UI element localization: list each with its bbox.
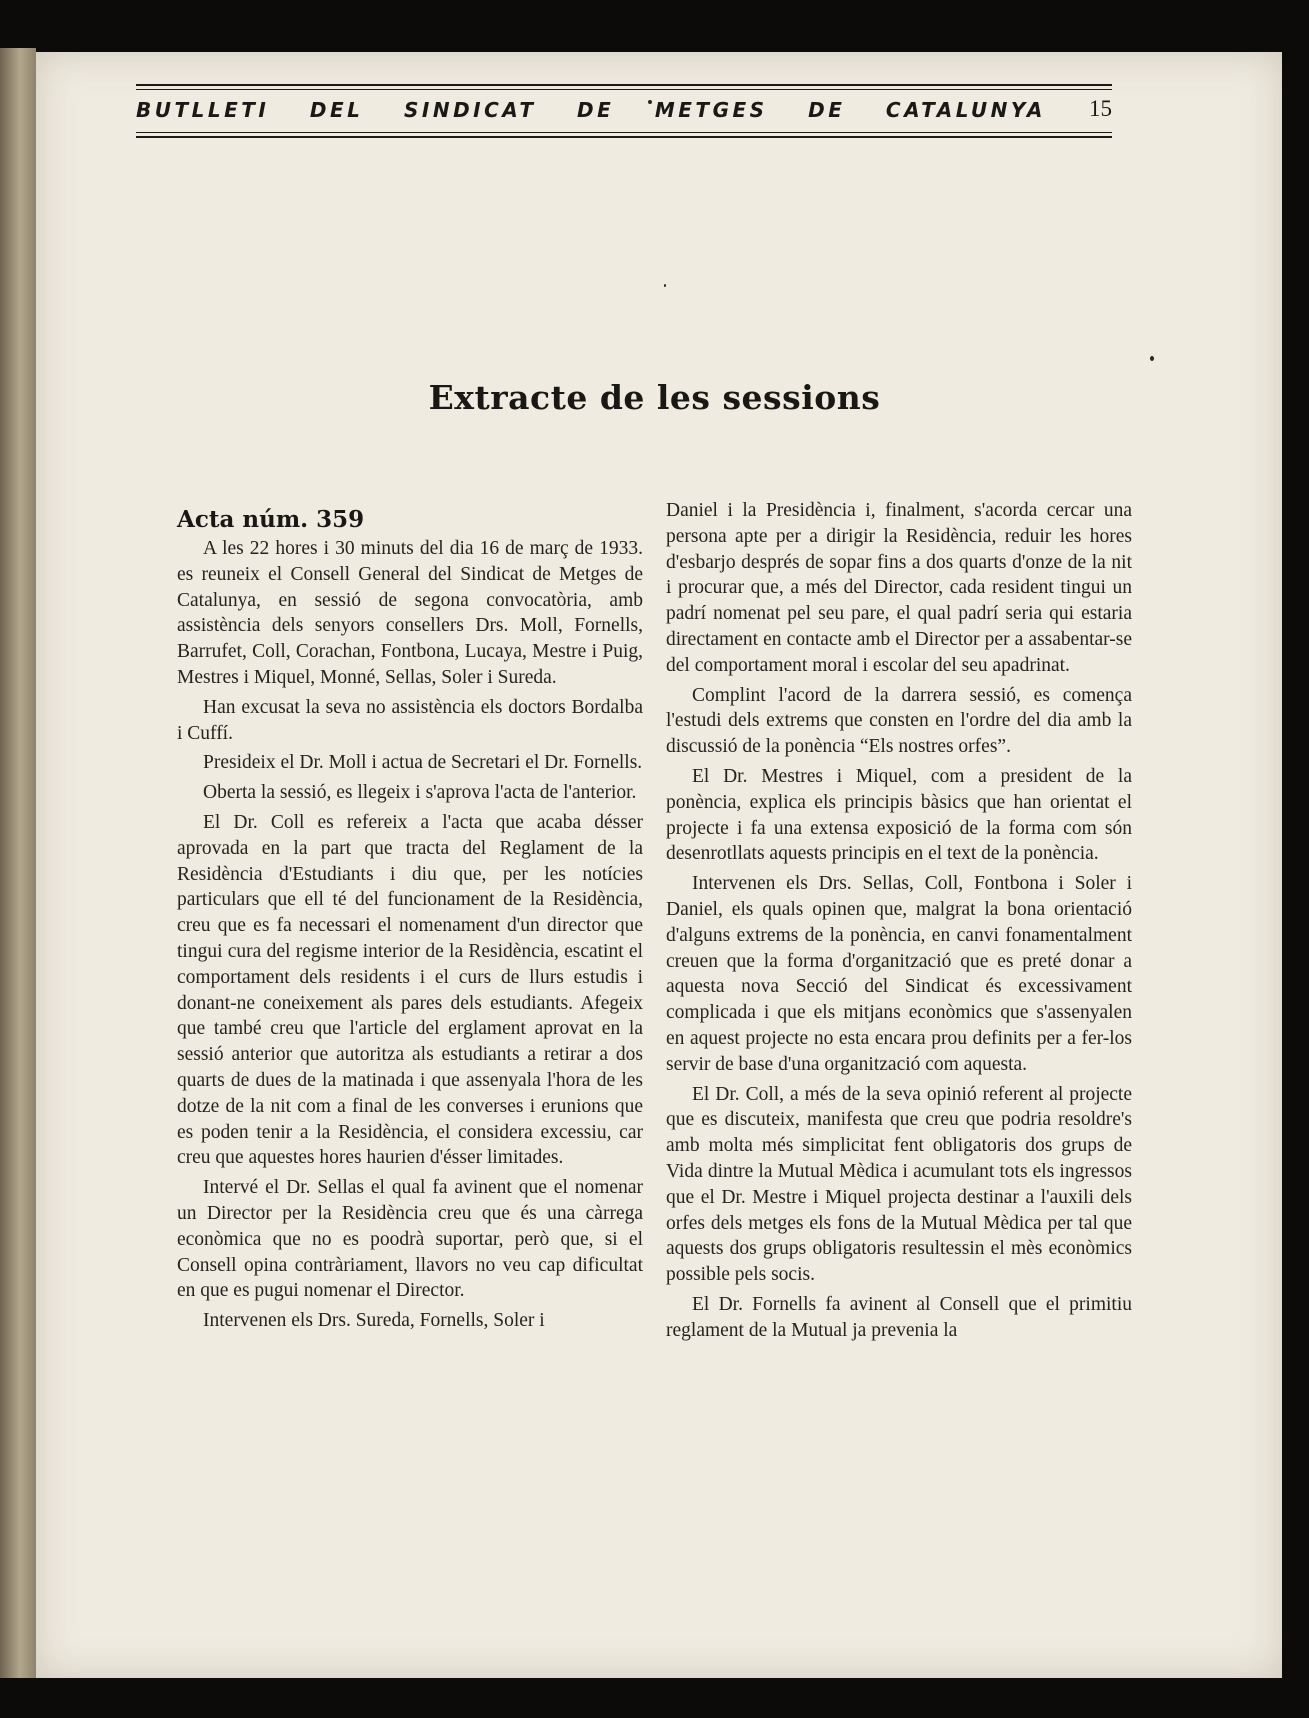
paragraph: Presideix el Dr. Moll i actua de Secretari el Dr. Fornells. [203,752,643,774]
journal-title-word: DE [808,98,846,122]
paragraph: El Dr. Fornells fa avinent al Consell que el primitiu reglament de la Mutual ja prevenia la [666,1293,1132,1341]
journal-title-word: METGES [654,98,768,122]
page-title: Extracte de les sessions [428,378,881,417]
page-number: 15 [1089,96,1112,121]
paragraph: Complint l'acord de la darrera sessió, es comença l'estudi dels extrems que consten en l'ordre del dia amb la discussió de la ponència “Els nostres orfes”. [666,684,1132,758]
paragraph: Han excusat la seva no assistència els doctors Bordalba i Cuffí. [177,696,643,744]
paragraph: Intervenen els Drs. Sellas, Coll, Fontbona i Soler i Daniel, els quals opinen que, malgrat la bona orientació d'alguns extrems de la ponència, en canvi fonamentalment creuen que la forma d'organització que es preté donar a aquesta nova Secció del Sindicat és excessivament complicada i que els mitjans econòmics que s'assenyalen en aquest projecte no esta encara prou definits per a fer-los servir de base d'una organització com aquesta. [666,873,1132,1075]
paragraph: El Dr. Mestres i Miquel, com a president de la ponència, explica els principis bàsics que han orientat el projecte i fa una extensa exposició de la forma com són desenrotllats aquests principis en el text de la ponència. [666,765,1132,865]
header-rule [136,84,1112,86]
paragraph: Intervé el Dr. Sellas el qual fa avinent que el nomenar un Director per la Residència creu que és una càrrega econòmica que no es poodrà suportar, però que, si el Consell opina contràriament, llavors no veu cap dificultat en que es pugui nomenar el Director. [177,1177,643,1302]
journal-title-word: BUTLLETI [136,98,270,122]
left-column [177,536,643,1338]
journal-title-word: DE [577,98,615,122]
running-header [136,84,1112,144]
previous-page-edge [0,48,36,1678]
journal-title-word: SINDICAT [403,98,537,122]
paragraph: Intervenen els Drs. Sureda, Fornells, Soler i [203,1310,545,1332]
journal-title-word: DEL [309,98,364,122]
paragraph-continuation: Daniel i la Presidència i, finalment, s'acorda cercar una persona apte per a dirigir la Residència, reduir les hores d'esbarjo després de sopar fins a dos quarts d'onze de la nit i procurar que, a més del Director, cada resident tingui un padrí nomenat pel seu pare, el qual padrí seria qui estaria directament en contacte amb el Director per a assabentar-se del comportament moral i escolar del seu apadrinat. [666,500,1132,676]
paragraph: El Dr. Coll, a més de la seva opinió referent al projecte que es discuteix, manifesta que creu que podria resoldre's amb molta més simplicitat fent obligatoris dos grups de Vida dintre la Mutual Mèdica i acumulant tots els ingressos que el Dr. Mestre i Miquel projecta destinar a l'auxili dels orfes dels metges els fons de la Mutual Mèdica per tal que aquests dos grups obligatoris resultessin el mès econòmics possible pels socis. [666,1083,1132,1286]
ink-speck [1150,356,1154,361]
paragraph: El Dr. Coll es refereix a l'acta que acaba désser aprovada en la part que tracta del Reglament de la Residència d'Estudiants i diu que, per les notícies particulars que ell té del funcionament de la Residència, creu que es fa necessari el nomenament d'un director que tingui cura del regisme interior de la Residència, escatint el comportament dels residents i el curs de llurs estudis i donant-ne coneixement als pares dels estudiants. Afegeix que també creu que l'article del erglament aprovat en la sessió anterior que autoritza als estudiants a retirar a dos quarts de dues de la matinada i que assenyala l'hora de les dotze de la nit com a final de les converses i erunions que es poden tenir a la Residència, el considera excessiu, car creu que aquestes hores haurien d'ésser limitades. [177,811,643,1169]
header-rule [136,136,1112,138]
journal-title-word: CATALUNYA [885,98,1046,122]
paragraph: Oberta la sessió, es llegeix i s'aprova l'acta de l'anterior. [203,782,637,804]
ink-speck [664,284,666,287]
act-heading: Acta núm. 359 [177,506,365,533]
right-column [666,498,1132,1348]
paragraph: A les 22 hores i 30 minuts del dia 16 de març de 1933. es reuneix el Consell General del Sindicat de Metges de Catalunya, en sessió de segona convocatòria, amb assistència dels senyors consellers Drs. Moll, Fornells, Barrufet, Coll, Corachan, Fontbona, Lucaya, Mestre i Puig, Mestres i Miquel, Monné, Sellas, Soler i Sureda. [177,538,643,688]
header-rule [136,132,1112,133]
header-rule [136,89,1112,90]
journal-title [136,98,1046,122]
